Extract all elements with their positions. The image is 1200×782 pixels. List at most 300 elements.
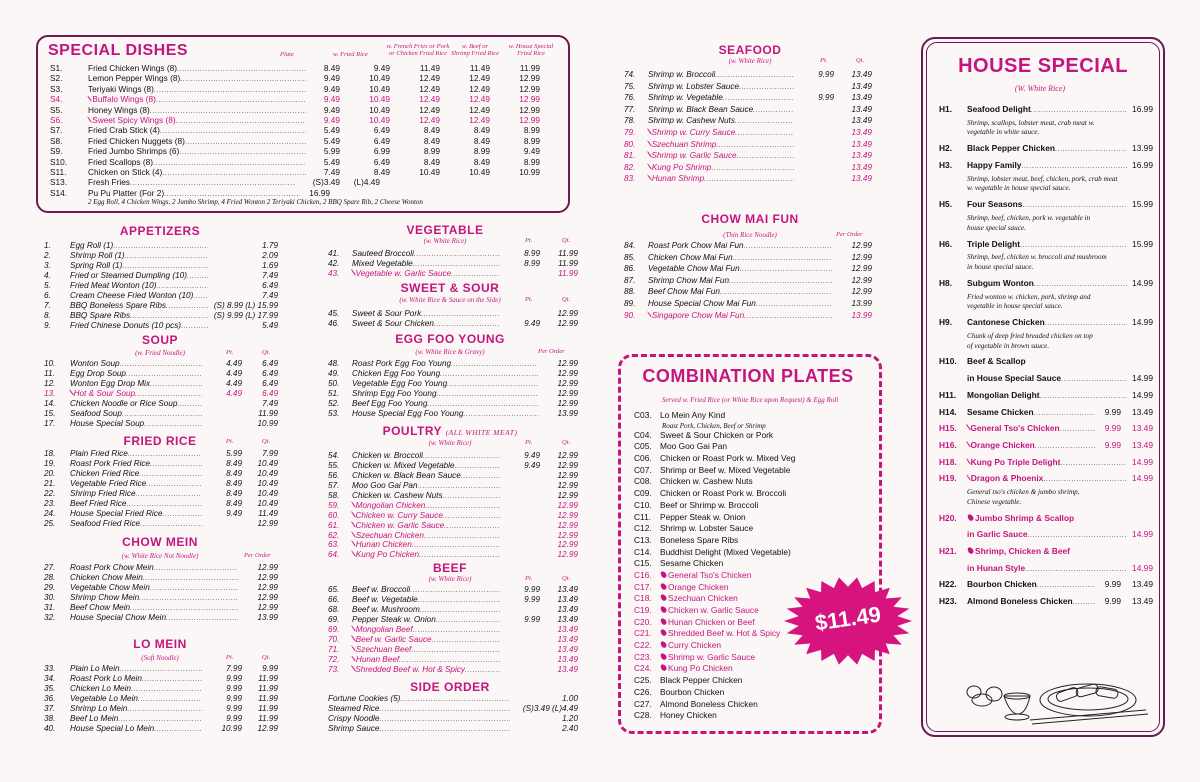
- menu-item: [328, 501, 578, 511]
- item-number: 5.: [44, 280, 51, 290]
- item-number: C19.: [634, 605, 652, 615]
- item-price: 9.49: [373, 63, 390, 73]
- item-number: C17.: [634, 581, 652, 592]
- item-name: Roast Pork Chow Mai Fun: [648, 241, 744, 250]
- item-price: 9.99: [524, 594, 540, 604]
- item-name: Beef Fried Rice: [70, 498, 127, 508]
- leader-dots: [1060, 458, 1127, 469]
- menu-item: [44, 399, 278, 409]
- leader-dots: [411, 646, 500, 655]
- item-number: H22.: [939, 579, 957, 590]
- item-number: H1.: [939, 104, 953, 115]
- item-price: 8.49: [423, 125, 440, 136]
- item-price: 13.49: [1132, 439, 1153, 450]
- item-number: 88.: [624, 287, 636, 297]
- item-name: Boneless Spare Ribs: [660, 534, 739, 545]
- item-name: Shrimp w. Garlic Sauce: [651, 151, 737, 161]
- item-price: 7.99: [226, 664, 242, 673]
- combination-row: [634, 547, 864, 559]
- item-price: 12.99: [557, 490, 578, 500]
- leader-dots: [118, 715, 202, 724]
- item-number: C03.: [634, 410, 652, 420]
- menu-item: [328, 399, 578, 409]
- item-name: Spring Roll (1): [70, 260, 123, 270]
- item-price: 11.99: [258, 683, 278, 693]
- item-price: 8.49: [226, 458, 242, 468]
- leader-dots: [451, 360, 538, 369]
- house-special-row: [939, 278, 1153, 290]
- sweet-sour-qt: Qt.: [562, 296, 571, 303]
- item-price: 8.49: [473, 125, 490, 136]
- item-name: Beef w. Mushroom: [352, 604, 420, 614]
- item-price: 12.99: [557, 480, 578, 490]
- leader-dots: [1045, 318, 1127, 329]
- item-price: 9.99: [262, 664, 278, 673]
- item-price: 11.99: [258, 693, 278, 703]
- vegetable-pt: Pt.: [525, 237, 533, 244]
- chili-pepper-icon: [659, 664, 667, 673]
- leader-dots: [1037, 580, 1095, 591]
- leader-dots: [715, 70, 794, 81]
- menu-item: [328, 319, 578, 329]
- item-price: 1.69: [262, 260, 278, 270]
- item-price: 10.49: [369, 114, 390, 125]
- leader-dots: [120, 360, 202, 369]
- house-special-row: [939, 356, 1153, 368]
- leader-dots: [437, 390, 538, 399]
- item-price: 12.99: [557, 451, 578, 460]
- leader-dots: [463, 410, 538, 419]
- item-number: 14.: [44, 398, 56, 408]
- item-price: 12.99: [519, 94, 540, 105]
- item-number: 65.: [328, 585, 340, 594]
- item-name: Bourbon Chicken: [967, 579, 1037, 590]
- item-number: 29.: [44, 582, 56, 592]
- item-name-continued: in House Special Sauce: [967, 373, 1062, 384]
- item-number: 12.: [44, 378, 56, 388]
- item-price: 12.49: [419, 94, 440, 105]
- house-special-row: [939, 596, 1153, 608]
- item-price: 12.49: [469, 83, 490, 94]
- item-price: 13.49: [851, 70, 872, 79]
- item-name: Chicken Lo Mein: [70, 683, 131, 693]
- menu-item: [328, 550, 578, 560]
- leader-dots: [130, 604, 238, 613]
- leader-dots: [414, 250, 500, 259]
- item-price: 9.99: [1104, 423, 1121, 434]
- item-price: 9.99: [1104, 596, 1121, 606]
- item-price: 13.49: [1132, 596, 1153, 606]
- item-number: 58.: [328, 490, 340, 500]
- menu-item: [328, 451, 578, 461]
- combination-plates-title: COMBINATION PLATES: [642, 366, 854, 386]
- item-name: Shrimp Egg Foo Young: [352, 388, 437, 398]
- leader-dots: [425, 502, 500, 511]
- item-number: 90.: [624, 310, 636, 320]
- item-name: Teriyaki Wings (8): [88, 83, 154, 94]
- item-price: 14.99: [1132, 317, 1153, 328]
- item-number: 8.: [44, 310, 51, 320]
- item-price: 9.99: [226, 683, 242, 693]
- item-name: Roast Pork Fried Rice: [70, 458, 151, 468]
- item-price: 10.49: [469, 166, 490, 177]
- leader-dots: [113, 242, 208, 251]
- menu-item: [624, 69, 872, 81]
- item-price: 12.99: [257, 563, 278, 572]
- leader-dots: [193, 292, 208, 301]
- leader-dots: [1021, 161, 1127, 172]
- leader-dots: [729, 276, 832, 287]
- house-special-description: Chunk of deep fried breaded chicken on top: [967, 331, 1093, 340]
- item-number: 84.: [624, 241, 636, 250]
- item-number: 46.: [328, 318, 340, 328]
- combination-item-description: Roast Pork, Chicken, Beef or Shrimp: [662, 421, 766, 430]
- menu-item: [44, 379, 278, 389]
- leader-dots: [418, 596, 500, 605]
- item-price: (S)3.49: [312, 177, 340, 188]
- item-price: 12.49: [469, 114, 490, 125]
- item-number: H3.: [939, 160, 953, 171]
- item-price: 13.49: [851, 139, 872, 149]
- leader-dots: [447, 380, 538, 389]
- item-name-continued: in Garlic Sauce: [967, 529, 1028, 540]
- leader-dots: [187, 272, 208, 281]
- leader-dots: [180, 75, 306, 83]
- soup-sub: (w. Fried Noodle): [135, 349, 185, 357]
- menu-item: [624, 115, 872, 127]
- item-name: Chicken on Stick (4): [88, 166, 163, 177]
- special-dish-row: [50, 177, 380, 187]
- leader-dots: [144, 420, 202, 429]
- item-number: S7.: [50, 125, 63, 136]
- item-name: Egg Drop Soup: [70, 368, 126, 378]
- item-price: 13.99: [257, 612, 278, 622]
- item-price: 9.49: [323, 114, 340, 125]
- item-name: Fried Chicken Wings (8): [88, 63, 177, 73]
- item-price: 14.99: [1132, 529, 1153, 540]
- item-price: 13.49: [557, 624, 578, 634]
- item-number: 45.: [328, 309, 340, 318]
- item-price: 13.49: [1132, 406, 1153, 417]
- side-order-title: SIDE ORDER: [410, 680, 490, 694]
- item-price: 13.49: [557, 654, 578, 664]
- chow-mein-sub: (w. White Rice Not Noodle): [121, 552, 199, 560]
- leader-dots: [418, 482, 500, 491]
- leader-dots: [160, 127, 306, 135]
- item-name: Plain Lo Mein: [70, 664, 120, 673]
- leader-dots: [177, 400, 202, 409]
- item-name: Sweet & Sour Pork: [352, 309, 422, 318]
- leader-dots: [735, 116, 794, 127]
- item-price: 12.99: [557, 398, 578, 408]
- menu-item: [44, 684, 278, 694]
- house-special-sub: (W. White Rice): [1014, 84, 1066, 93]
- item-price: 12.49: [419, 114, 440, 125]
- combination-row: [634, 410, 864, 422]
- item-price: 8.49: [226, 478, 242, 488]
- item-number: 17.: [44, 418, 56, 428]
- leader-dots: [1035, 441, 1095, 452]
- item-price: 6.49: [262, 359, 278, 368]
- item-name: Beef Egg Foo Young: [352, 398, 428, 408]
- house-special-description: vegetable in house special sauce.: [967, 302, 1063, 311]
- item-price: 11.49: [258, 508, 278, 518]
- item-price: 8.99: [473, 146, 490, 157]
- item-number: 37.: [44, 703, 56, 713]
- item-price: 13.49: [557, 634, 578, 644]
- item-price: 12.49: [419, 104, 440, 115]
- item-number: C06.: [634, 453, 652, 464]
- house-special-description: Chinese vegetable.: [967, 497, 1022, 506]
- item-number: 21.: [44, 478, 56, 488]
- item-number: H14.: [939, 406, 957, 417]
- item-name: Hunan Shrimp: [651, 174, 705, 184]
- item-number: H21.: [939, 545, 957, 556]
- menu-item: [328, 635, 578, 645]
- lo-mein-pt: Pt.: [226, 654, 234, 661]
- house-special-row-continued: [939, 373, 1153, 385]
- item-number: C28.: [634, 710, 652, 721]
- item-price: 9.99: [226, 703, 242, 713]
- house-special-row: [939, 239, 1153, 251]
- leader-dots: [1028, 530, 1127, 541]
- menu-item: [44, 409, 278, 419]
- leader-dots: [179, 148, 306, 156]
- item-number: C14.: [634, 546, 652, 557]
- item-price: 10.49: [257, 458, 278, 468]
- house-special-description: house special sauce.: [967, 223, 1026, 232]
- item-name: Honey Chicken: [660, 710, 717, 721]
- beef-list: [328, 585, 578, 674]
- leader-dots: [1040, 391, 1127, 402]
- item-name: Beef Chow Mein: [70, 602, 131, 612]
- item-name: House Special Egg Foo Young: [352, 408, 464, 418]
- menu-item: [624, 275, 872, 287]
- chow-mein-list: [44, 563, 278, 623]
- special-dish-row: [50, 125, 540, 135]
- house-special-description: Fried wonton w. chicken, pork, shrimp and: [967, 292, 1091, 301]
- item-name: House Special Fried Rice: [70, 508, 163, 518]
- menu-item: [328, 269, 578, 279]
- item-name: Beef w. Vegetable: [352, 594, 418, 604]
- item-price: 10.49: [369, 94, 390, 105]
- leader-dots: [451, 270, 500, 279]
- item-price: 12.99: [257, 582, 278, 592]
- side-order-row: [328, 704, 578, 714]
- leader-dots: [410, 586, 500, 595]
- side-order-list: [328, 694, 578, 734]
- item-price: 6.49: [262, 378, 278, 388]
- item-price: 10.99: [257, 418, 278, 428]
- item-number: 7.: [44, 300, 51, 310]
- item-name: Beef & Scallop: [967, 356, 1026, 367]
- item-number: C16.: [634, 569, 652, 580]
- item-name: Dragon & Phoenix: [970, 473, 1044, 484]
- item-name: Vegetable Chow Mein: [70, 582, 150, 592]
- vegetable-qt: Qt.: [562, 237, 571, 244]
- item-price: 10.99: [519, 166, 540, 177]
- item-name: Orange Chicken: [668, 581, 729, 592]
- item-number: C18.: [634, 593, 652, 604]
- item-number: 33.: [44, 664, 56, 673]
- item-name: Chicken w. Mixed Vegetable: [352, 460, 455, 470]
- item-price: 14.99: [1132, 373, 1153, 384]
- leader-dots: [156, 282, 208, 291]
- item-number: 61.: [328, 520, 340, 530]
- appetizers-title: APPETIZERS: [119, 224, 201, 238]
- item-name: Hunan Chicken: [355, 540, 412, 550]
- item-name: Vegetable Fried Rice: [70, 478, 147, 488]
- item-number: H2.: [939, 143, 953, 154]
- item-number: 23.: [44, 498, 56, 508]
- chow-mai-fun-title: CHOW MAI FUN: [701, 212, 799, 226]
- item-price: 12.99: [257, 723, 278, 733]
- item-price: 12.99: [557, 530, 578, 540]
- item-price: 12.99: [557, 500, 578, 510]
- house-special-description: Shrimp, scallops, lobster meat, crab meat w.: [967, 118, 1095, 127]
- item-number: S6.: [50, 114, 63, 125]
- leader-dots: [465, 666, 500, 675]
- house-special-row: [939, 440, 1153, 452]
- combination-row: [634, 441, 864, 453]
- house-special-row-continued: [939, 529, 1153, 541]
- leader-dots: [720, 287, 832, 298]
- egg-foo-young-list: [328, 359, 578, 419]
- item-name: Vegetable w. Garlic Sauce: [355, 268, 452, 278]
- item-price: 8.49: [473, 156, 490, 167]
- special-header-beef: w. Beef or Shrimp Fried Rice: [450, 43, 500, 57]
- menu-item: [624, 286, 872, 298]
- item-number: C22.: [634, 640, 652, 651]
- item-price: 6.49: [262, 388, 278, 398]
- leader-dots: [400, 695, 510, 704]
- leader-dots: [432, 636, 500, 645]
- item-price: 13.99: [1132, 143, 1153, 154]
- menu-item: [328, 389, 578, 399]
- item-name: Shrimp w. Lobster Sauce: [660, 523, 754, 534]
- item-price: 7.49: [262, 270, 278, 280]
- combination-row: [634, 535, 864, 547]
- leader-dots: [737, 151, 794, 162]
- leader-dots: [122, 262, 208, 271]
- item-name: Chicken or Roast Pork w. Mixed Veg: [660, 453, 796, 464]
- house-special-description: Shrimp, beef, chicken w. broccoli and mushroom: [967, 253, 1107, 262]
- item-name: Shredded Beef w. Hot & Spicy: [355, 664, 465, 674]
- item-price: 13.49: [851, 104, 872, 114]
- combination-row: [634, 430, 864, 442]
- item-number: 42.: [328, 258, 340, 268]
- item-name: Crispy Noodle: [328, 713, 380, 723]
- menu-item: [328, 409, 578, 419]
- item-price: 8.49: [373, 166, 390, 177]
- item-number: 27.: [44, 563, 56, 572]
- item-number: 1.: [44, 241, 51, 250]
- leader-dots: [704, 174, 794, 185]
- item-name: House Special Soup: [70, 418, 145, 428]
- item-price: 9.99: [1104, 406, 1121, 417]
- menu-item: [328, 645, 578, 655]
- item-number: 68.: [328, 604, 340, 614]
- item-name: Kung Po Chicken: [355, 550, 419, 560]
- leader-dots: [443, 512, 500, 521]
- item-number: H9.: [939, 317, 953, 328]
- item-name: Almond Boneless Chicken: [967, 596, 1073, 606]
- combination-row: [634, 675, 864, 687]
- house-special-row: [939, 407, 1153, 419]
- beef-sub: (w. White Rice): [428, 575, 472, 583]
- fried-rice-pt: Pt.: [226, 438, 234, 445]
- special-dish-row: [50, 73, 540, 83]
- lo-mein-qt: Qt.: [262, 654, 271, 661]
- chili-pepper-icon: [659, 570, 667, 579]
- item-price: 12.49: [469, 94, 490, 105]
- menu-item: [328, 615, 578, 625]
- item-number: C15.: [634, 558, 652, 569]
- item-number: 74.: [624, 70, 636, 79]
- item-price: 12.99: [851, 275, 872, 285]
- leader-dots: [166, 614, 238, 623]
- menu-item: [328, 521, 578, 531]
- chili-pepper-icon: [659, 594, 667, 603]
- leader-dots: [142, 675, 202, 684]
- item-name: Steamed Rice: [328, 703, 380, 713]
- item-name: House Special Chow Mai Fun: [648, 298, 756, 308]
- menu-item: [44, 593, 278, 603]
- menu-item: [44, 664, 278, 674]
- item-price: 9.49: [323, 73, 340, 84]
- item-price: 8.49: [423, 135, 440, 146]
- item-name: Jumbo Shrimp & Scallop: [975, 512, 1075, 523]
- item-price: 9.49: [524, 451, 540, 460]
- item-price: 11.99: [558, 249, 578, 258]
- item-name: Chicken w. Broccoli: [352, 451, 423, 460]
- menu-item: [44, 311, 278, 321]
- item-price: 9.99: [1104, 579, 1121, 590]
- item-number: 71.: [328, 644, 340, 654]
- special-dishes-title: SPECIAL DISHES: [48, 42, 189, 59]
- item-price: 11.99: [258, 713, 278, 723]
- item-number: S5.: [50, 104, 63, 115]
- item-name: Shrimp or Beef w. Mixed Vegetable: [660, 464, 791, 475]
- soup-pt: Pt.: [226, 349, 234, 356]
- item-name: Sesame Chicken: [660, 558, 724, 569]
- item-number: 41.: [328, 249, 340, 258]
- item-price: (S) 9.99 (L) 17.99: [213, 310, 278, 320]
- chow-mein-title: CHOW MEIN: [122, 535, 198, 549]
- item-name: Pepper Steak w. Onion: [660, 511, 746, 522]
- special-dish-row: [50, 115, 540, 125]
- item-number: 11.: [44, 368, 55, 378]
- item-name: Moo Goo Gai Pan: [352, 480, 418, 490]
- leader-dots: [146, 480, 202, 489]
- item-name: Triple Delight: [967, 238, 1021, 249]
- beef-pt: Pt.: [525, 575, 533, 582]
- item-number: H16.: [939, 439, 957, 450]
- item-number: C12.: [634, 523, 652, 534]
- menu-item: [44, 583, 278, 593]
- item-number: 22.: [44, 488, 56, 498]
- item-price: 10.49: [369, 73, 390, 84]
- menu-item: [44, 714, 278, 724]
- item-price: 9.99: [226, 713, 242, 723]
- chili-pepper-icon: [659, 652, 667, 661]
- item-number: S13.: [50, 177, 68, 188]
- house-special-title: HOUSE SPECIAL: [958, 55, 1128, 77]
- leader-dots: [150, 584, 238, 593]
- combination-plates-sub: Served w. Fried Rice (or White Rice upon Request) & Egg Roll: [661, 396, 839, 404]
- fried-rice-qt: Qt.: [262, 438, 271, 445]
- item-name: Mongolian Beef: [355, 624, 413, 634]
